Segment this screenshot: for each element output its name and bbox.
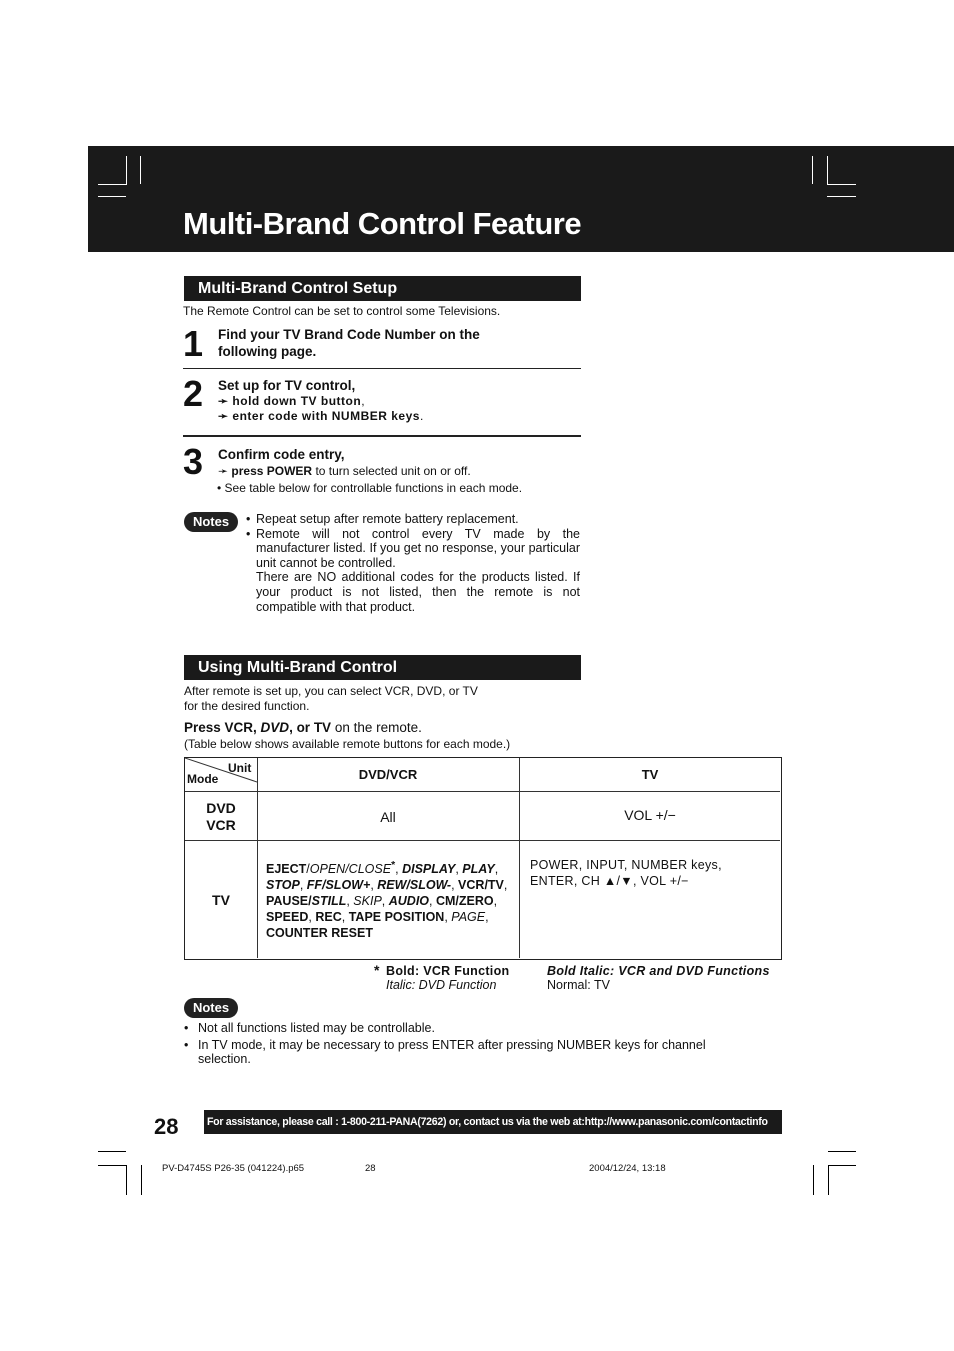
note-item: • Not all functions listed may be controllable. bbox=[184, 1021, 754, 1036]
row2-tv-line1: POWER, INPUT, NUMBER keys, bbox=[530, 858, 722, 872]
mode-function-table bbox=[184, 757, 782, 960]
press-a: Press VCR, bbox=[184, 720, 261, 735]
corner-unit: Unit bbox=[228, 761, 252, 775]
row-label-tv: TV bbox=[212, 892, 230, 908]
press-instruction bbox=[184, 720, 422, 735]
file-page: 28 bbox=[365, 1163, 376, 1174]
function-label: EJECT bbox=[266, 862, 307, 877]
function-label: , bbox=[493, 894, 498, 909]
step-2-heading: Set up for TV control, bbox=[218, 378, 356, 393]
step-3-sub1-rest: to turn selected unit on or off. bbox=[312, 464, 471, 478]
function-label: TAPE POSITION bbox=[348, 910, 445, 925]
function-label: FF/SLOW+ bbox=[306, 878, 371, 893]
function-label: , bbox=[503, 878, 508, 893]
arrow-icon: ➛ bbox=[218, 464, 229, 478]
legend-bold-italic: Bold Italic: VCR and DVD Functions bbox=[547, 964, 770, 978]
function-label: , bbox=[346, 894, 354, 909]
row2-dvdvcr-functions bbox=[266, 858, 516, 941]
function-label: , bbox=[455, 862, 463, 877]
note-item: • Remote will not control every TV made by the manufacturer listed. If you get no response, your particular unit cannot be controlled. bbox=[246, 527, 580, 571]
function-label: OPEN/CLOSE bbox=[309, 862, 392, 877]
row-label-dvd-vcr bbox=[185, 800, 257, 834]
function-label: , bbox=[341, 910, 349, 925]
legend-bold: Bold: VCR Function bbox=[386, 964, 510, 978]
step-3-sub1 bbox=[218, 464, 471, 479]
note-item: • In TV mode, it may be necessary to press ENTER after pressing NUMBER keys for channel selection. bbox=[184, 1038, 754, 1067]
setup-intro: The Remote Control can be set to control some Televisions. bbox=[183, 304, 501, 318]
function-label: REC bbox=[315, 910, 342, 925]
function-label: , bbox=[485, 910, 489, 925]
function-label: , bbox=[444, 910, 452, 925]
notes-badge: Notes bbox=[184, 998, 238, 1018]
function-label: SPEED bbox=[266, 910, 309, 925]
function-label: , bbox=[381, 894, 389, 909]
function-label: REW/SLOW- bbox=[377, 878, 452, 893]
setup-notes-list bbox=[246, 512, 580, 614]
note-item: • Repeat setup after remote battery replacement. bbox=[246, 512, 580, 527]
step-3-heading: Confirm code entry, bbox=[218, 447, 345, 462]
function-label: , bbox=[370, 878, 378, 893]
step-1-heading bbox=[218, 326, 480, 360]
arrow-icon: ➛ bbox=[218, 409, 229, 423]
function-label: CM/ZERO bbox=[435, 894, 494, 909]
page-number: 28 bbox=[154, 1114, 179, 1139]
function-label: , bbox=[494, 862, 499, 877]
arrow-icon: ➛ bbox=[218, 394, 229, 408]
function-label: , bbox=[395, 862, 403, 877]
step-1-number: 1 bbox=[183, 323, 203, 364]
function-label: , bbox=[451, 878, 459, 893]
note-item-continued: There are NO additional codes for the products listed. If your product is not listed, then the remote is not compatible with that product. bbox=[256, 570, 580, 614]
row1-tv-value: VOL +/− bbox=[624, 807, 676, 823]
row2-tv-functions bbox=[530, 858, 780, 889]
corner-mode: Mode bbox=[187, 772, 219, 786]
function-label: , bbox=[429, 894, 436, 909]
function-label: , bbox=[308, 910, 316, 925]
using-intro-line2: for the desired function. bbox=[184, 698, 310, 713]
table-note: (Table below shows available remote buttons for each mode.) bbox=[184, 737, 511, 751]
page-title: Multi-Brand Control Feature bbox=[183, 206, 582, 241]
legend-italic: Italic: DVD Function bbox=[386, 977, 497, 992]
press-d: on the remote. bbox=[331, 720, 422, 735]
step-2-sub2: ➛ enter code with NUMBER keys. bbox=[218, 409, 424, 423]
function-label: PAGE bbox=[451, 910, 486, 925]
function-label: STILL bbox=[311, 894, 347, 909]
legend-right bbox=[547, 965, 770, 992]
setup-section-heading: Multi-Brand Control Setup bbox=[184, 276, 581, 301]
function-label: , bbox=[299, 878, 307, 893]
legend-asterisk: * bbox=[374, 962, 380, 978]
function-label: VCR/TV bbox=[458, 878, 504, 893]
mode-notes-list bbox=[184, 1021, 754, 1067]
press-c: , or TV bbox=[289, 720, 332, 735]
assistance-bar: For assistance, please call : 1-800-211-PANA(7262) or, contact us via the web at:http://www.panasonic.com/contactinfo bbox=[204, 1110, 782, 1134]
file-timestamp: 2004/12/24, 13:18 bbox=[589, 1163, 666, 1174]
col-header-tv: TV bbox=[641, 767, 659, 782]
step-divider bbox=[183, 435, 581, 437]
step-3-sub1-bold: press POWER bbox=[231, 464, 313, 478]
function-label: DISPLAY bbox=[402, 862, 456, 877]
step-2-sub1-text: hold down TV button bbox=[232, 394, 362, 408]
file-name: PV-D4745S P26-35 (041224).p65 bbox=[162, 1163, 305, 1174]
function-label: SKIP bbox=[353, 894, 382, 909]
step-2-number: 2 bbox=[183, 373, 203, 414]
step-2-sub2-text: enter code with NUMBER keys bbox=[232, 409, 420, 423]
row-label-vcr: VCR bbox=[206, 817, 236, 833]
function-label: AUDIO bbox=[388, 894, 430, 909]
step-divider bbox=[183, 368, 581, 369]
function-label: PLAY bbox=[462, 862, 495, 877]
using-intro bbox=[184, 684, 478, 713]
step-3-number: 3 bbox=[183, 441, 203, 482]
press-b: DVD bbox=[260, 720, 290, 735]
step-3-bullet: • See table below for controllable functions in each mode. bbox=[217, 481, 523, 495]
function-label: PAUSE/ bbox=[266, 894, 312, 909]
function-label: * bbox=[391, 860, 396, 871]
using-section-heading: Using Multi-Brand Control bbox=[184, 655, 581, 680]
col-header-dvdvcr: DVD/VCR bbox=[358, 767, 418, 782]
step-1-heading-line1: Find your TV Brand Code Number on the bbox=[218, 327, 480, 342]
step-1-heading-line2: following page. bbox=[218, 344, 317, 359]
function-label: COUNTER RESET bbox=[266, 926, 373, 941]
function-label: / bbox=[306, 862, 310, 877]
legend-normal: Normal: TV bbox=[547, 977, 610, 992]
notes-badge: Notes bbox=[184, 512, 238, 532]
row-label-dvd: DVD bbox=[206, 800, 236, 816]
row2-tv-line2: ENTER, CH ▲/▼, VOL +/− bbox=[530, 873, 689, 888]
using-intro-line1: After remote is set up, you can select VCR, DVD, or TV bbox=[184, 684, 478, 698]
function-label: STOP bbox=[266, 878, 300, 893]
legend-left bbox=[386, 965, 509, 992]
row1-dvdvcr-value: All bbox=[380, 809, 396, 825]
step-2-sub1: ➛ hold down TV button, bbox=[218, 394, 366, 408]
